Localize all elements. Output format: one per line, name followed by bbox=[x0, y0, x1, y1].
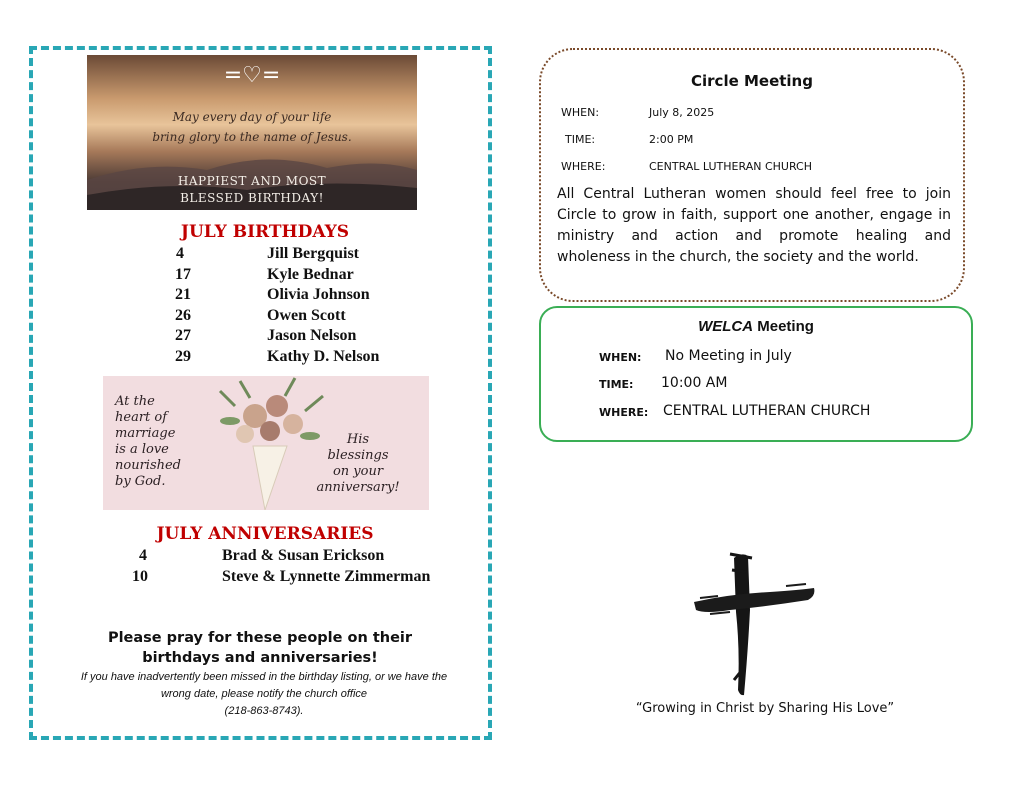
welca-when-value: No Meeting in July bbox=[665, 348, 792, 364]
anniversary-greeting-image bbox=[103, 376, 429, 510]
heart-icon: =♡= bbox=[223, 63, 281, 88]
anniversary-verse-left bbox=[115, 394, 225, 490]
script-line: anniversary! bbox=[316, 480, 400, 495]
wish-line: BLESSED BIRTHDAY! bbox=[180, 191, 324, 205]
welca-where-value: CENTRAL LUTHERAN CHURCH bbox=[663, 403, 871, 419]
script-line: is a love bbox=[115, 442, 169, 457]
birthday-name: Jason Nelson bbox=[267, 327, 357, 344]
circle-description: All Central Lutheran women should feel free to join Circle to grow in faith, support one another, engage in ministry and action and promote healing and wholeness in the church, the society and the world. bbox=[557, 186, 951, 265]
circle-meeting-title: Circle Meeting bbox=[691, 72, 813, 90]
birthday-day: 4 bbox=[176, 245, 184, 262]
birthday-name: Olivia Johnson bbox=[267, 286, 370, 303]
birthday-name: Jill Bergquist bbox=[267, 245, 360, 262]
circle-when-label: WHEN: bbox=[561, 106, 600, 119]
birthday-name: Kathy D. Nelson bbox=[267, 348, 380, 365]
cross-icon bbox=[690, 550, 820, 700]
script-line: heart of bbox=[115, 410, 168, 425]
script-line: by God. bbox=[115, 474, 166, 489]
birthday-greeting-image bbox=[87, 55, 417, 210]
correction-note bbox=[44, 669, 484, 720]
circle-where-label: WHERE: bbox=[561, 160, 606, 173]
circle-when-value: July 8, 2025 bbox=[649, 106, 715, 119]
anniversary-verse-right bbox=[293, 432, 423, 496]
birthday-name: Kyle Bednar bbox=[267, 266, 354, 283]
prayer-line: Please pray for these people on their bbox=[107, 630, 413, 646]
prayer-request bbox=[40, 628, 480, 668]
birthday-day: 17 bbox=[175, 266, 191, 283]
welca-name: WELCA bbox=[698, 318, 754, 335]
welca-meeting-box bbox=[539, 306, 973, 442]
script-line: blessings bbox=[327, 448, 389, 463]
welca-title-rest: Meeting bbox=[753, 318, 814, 335]
script-line: on your bbox=[332, 464, 384, 479]
birthday-day: 26 bbox=[175, 307, 191, 324]
birthday-day: 21 bbox=[175, 286, 191, 303]
welca-meeting-title bbox=[541, 318, 971, 335]
verse-line: bring glory to the name of Jesus. bbox=[152, 130, 352, 144]
welca-time-label: TIME: bbox=[599, 378, 634, 391]
anniversaries-heading: JULY ANNIVERSARIES bbox=[156, 524, 374, 544]
circle-time-label: TIME: bbox=[565, 133, 596, 146]
script-line: His bbox=[346, 432, 370, 447]
script-line: At the bbox=[115, 394, 155, 409]
anniversary-names: Steve & Lynnette Zimmerman bbox=[222, 568, 431, 585]
script-line: nourished bbox=[115, 458, 182, 473]
welca-where-label: WHERE: bbox=[599, 406, 649, 419]
birthday-verse bbox=[87, 107, 417, 147]
anniversary-names: Brad & Susan Erickson bbox=[222, 547, 385, 564]
birthday-day: 27 bbox=[175, 327, 191, 344]
birthday-day: 29 bbox=[175, 348, 191, 365]
script-line: marriage bbox=[115, 426, 176, 441]
prayer-line: birthdays and anniversaries! bbox=[142, 650, 378, 666]
birthdays-heading: JULY BIRTHDAYS bbox=[180, 222, 350, 242]
welca-when-label: WHEN: bbox=[599, 351, 642, 364]
church-motto: “Growing in Christ by Sharing His Love” bbox=[635, 701, 895, 716]
verse-line: May every day of your life bbox=[172, 110, 332, 124]
birthday-name: Owen Scott bbox=[267, 307, 346, 324]
circle-where-value: CENTRAL LUTHERAN CHURCH bbox=[649, 160, 812, 173]
note-line: If you have inadvertently been missed in the birthday listing, or we have the bbox=[80, 671, 448, 683]
birthday-wish bbox=[87, 173, 417, 207]
anniversary-day: 4 bbox=[139, 547, 147, 564]
circle-time-value: 2:00 PM bbox=[649, 133, 694, 146]
note-line: wrong date, please notify the church office bbox=[160, 688, 368, 700]
welca-time-value: 10:00 AM bbox=[661, 375, 728, 391]
circle-meeting-box bbox=[539, 48, 965, 302]
wish-line: HAPPIEST AND MOST bbox=[177, 174, 327, 188]
note-line: (218-863-8743). bbox=[224, 705, 304, 717]
anniversary-day: 10 bbox=[132, 568, 148, 585]
